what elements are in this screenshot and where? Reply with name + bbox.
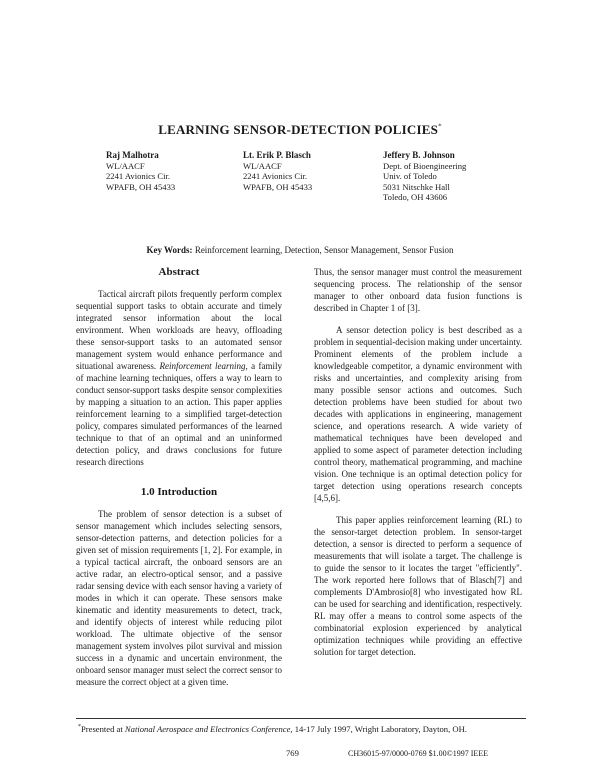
page-number: 769 [286,748,299,758]
introduction-paragraph-4: This paper applies reinforcement learning (RL) to the sensor-target detection problem. In sensor-target detection, a sensor is directed to perform a sequence of measurements that will isolate a target. The challenge is to guide the sensor to it locates the target "efficiently". The work reported here follows that of Blasch[7] and complements D'Ambrosio[8] who investigated how RL can be used for searching and identification, respectively. RL may offer a means to control some aspects of the combinatorial explosion experienced by analytical optimization techniques while providing an effective solution for target detection. [314,515,522,657]
author-affiliation-line: WL/AACF [106,160,145,171]
introduction-paragraph-2: Thus, the sensor manager must control the measurement sequencing process. The relationship of the sensor manager to other onboard data fusion functions is described in Chapter 1 of [3]. [314,267,522,313]
author-affiliation-line: 5031 Nitschke Hall [383,181,450,192]
abstract-heading: Abstract [158,266,200,278]
footnote-mark: * [78,724,81,731]
left-column [76,266,282,698]
keywords-list: Reinforcement learning, Detection, Sensor Management, Sensor Fusion [194,245,454,255]
abstract-emphasis: Reinforcement learning, [159,361,248,371]
author-name: Jeffery B. Johnson [383,150,455,160]
paper-title: LEARNING SENSOR-DETECTION POLICIES* [158,122,442,137]
author-block-2 [243,150,312,192]
introduction-heading: 1.0 Introduction [140,486,218,498]
author-affiliation-line: WL/AACF [243,160,282,171]
abstract-text: Tactical aircraft pilots frequently perform complex sequential support tasks to obtain accurate and timely integrated sensor information about the local environment. When workloads are heavy, offloading these sensor-support tasks to an automated sensor management system would enhance performance and situational awareness. Reinforcement learning, a family of machine learning techniques, offers a way to learn to conduct sensor-support tasks despite sensor complexities by mapping a situation to an action. This paper applies reinforcement learning to a simplified target-detection policy, compares simulated performances of the learned technique to that of an optimal and an uninformed detection policy, and draws conclusions for future research directions [76,289,282,467]
footnote-divider [76,718,526,719]
keywords [0,245,600,255]
author-affiliation-line: Univ. of Toledo [383,171,437,182]
author-affiliation-line: 2241 Avionics Cir. [243,171,308,182]
author-block-1 [106,150,175,192]
footnote-venue: National Aerospace and Electronics Conference, [124,724,293,734]
author-name: Lt. Erik P. Blasch [243,150,311,160]
footnote: *Presented at National Aerospace and Electronics Conference, 14-17 July 1997, Wright Laboratory, Dayton, OH. [78,724,467,734]
author-affiliation-line: 2241 Avionics Cir. [106,171,171,182]
introduction-paragraph-3: A sensor detection policy is best described as a problem in sequential-decision making under uncertainty. Prominent elements of the problem include a knowledgeable competitor, a dynamic environment with risks and uncertainties, and complexity arising from many possible sensor actions and outcomes. Such detection problems have been studied for about two decades with applications in engineering, management science, and operations research. A wide variety of mathematical techniques have been developed and applied to some aspect of parameter detection including control theory, mathematical programming, and machine vision. One technique is an optimal detection policy for target detection using operations research concepts [4,5,6]. [314,325,522,503]
author-block-3 [383,150,466,203]
author-name: Raj Malhotra [106,150,159,160]
copyright-line: CH36015-97/0000-0769 $1.00©1997 IEEE [348,749,489,758]
author-affiliation-line: Dept. of Bioengineering [383,160,467,171]
author-affiliation-line: Toledo, OH 43606 [383,192,448,203]
keywords-label: Key Words: [146,245,193,255]
introduction-paragraph-1: The problem of sensor detection is a subset of sensor management which includes selecting sensors, sensor-detection patterns, and detection policies for a given set of mission requirements [1, 2]. For example, in a typical tactical aircraft, the onboard sensors are an active radar, an electro-optical sensor, and a passive radar sensing device with each sensor having a variety of modes in which it can operate. These sensors make kinematic and identity measurements to detect, track, and identify objects of interest while reducing pilot workload. The ultimate objective of the sensor management system involves pilot survival and mission success in a dynamic and uncertain environment, the onboard sensor manager must select the correct sensor to measure the correct object at a given time. [76,509,282,687]
author-affiliation-line: WPAFB, OH 45433 [106,181,176,192]
title-footnote-mark: * [438,122,442,131]
right-column [314,266,522,668]
author-affiliation-line: WPAFB, OH 45433 [243,181,313,192]
